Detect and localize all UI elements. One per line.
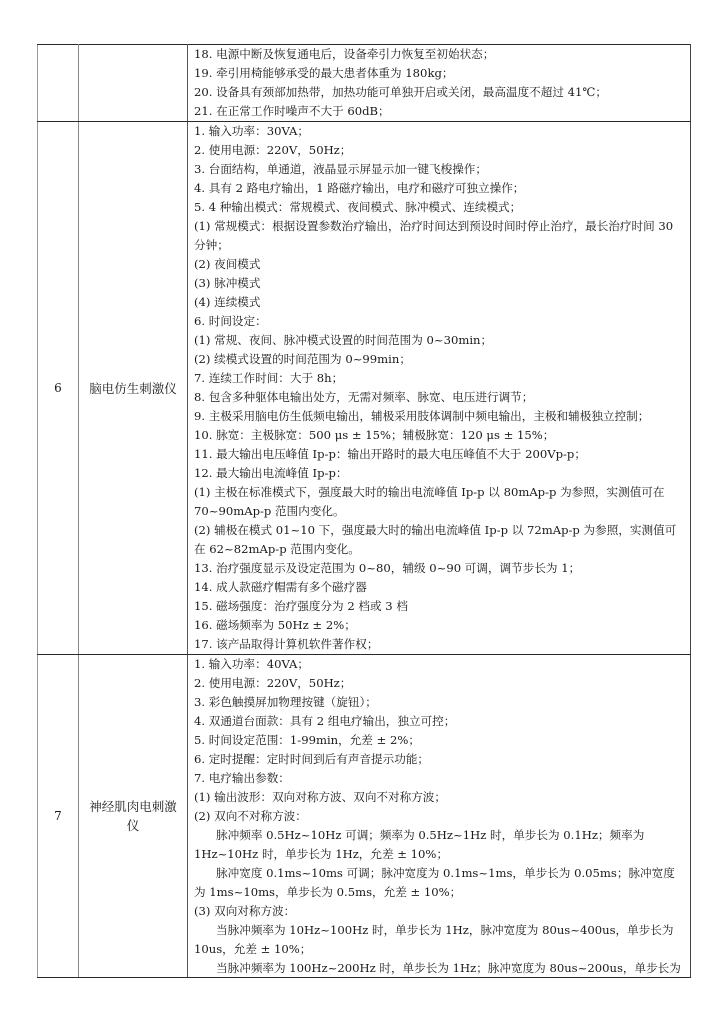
device-name [79, 45, 188, 122]
document-page [37, 44, 691, 978]
spec-line: 18. 电源中断及恢复通电后，设备牵引力恢复至初始状态； [194, 47, 495, 61]
spec-line: 9. 主极采用脑电仿生低频电输出，辅极采用肢体调制中频电输出，主极和辅极独立控制； [194, 409, 650, 423]
spec-line: (1) 输出波形：双向对称方波、双向不对称方波； [194, 790, 446, 804]
spec-line: 16. 磁场频率为 50Hz ± 2%； [194, 618, 356, 632]
spec-line: 8. 包含多种躯体电输出处方，无需对频率、脉宽、电压进行调节； [194, 390, 534, 404]
spec-line: (2) 夜间模式 [194, 257, 261, 271]
device-name: 脑电仿生刺激仪 [79, 122, 188, 655]
spec-line: 6. 定时提醒：定时时间到后有声音提示功能； [194, 752, 430, 766]
spec-line: 5. 4 种输出模式：常规模式、夜间模式、脉冲模式、连续模式； [194, 200, 522, 214]
spec-line: 1. 输入功率：30VA； [194, 124, 310, 138]
row-index: 6 [38, 122, 79, 655]
table-row [38, 45, 691, 122]
spec-line: 20. 设备具有颈部加热带，加热功能可单独开启或关闭，最高温度不超过 41℃； [194, 85, 607, 99]
spec-cell [188, 45, 691, 122]
spec-line: (2) 辅极在模式 01~10 下，强度最大时的输出电流峰值 Ip-p 以 72mAp-p 为参照，实测值可在 62~82mAp-p 范围内变化。 [194, 523, 677, 556]
spec-line: (3) 双向对称方波： [194, 904, 296, 918]
spec-line: 12. 最大输出电流峰值 Ip-p： [194, 466, 348, 480]
spec-line: (4) 连续模式 [194, 295, 261, 309]
row-index [38, 45, 79, 122]
spec-line: (2) 双向不对称方波： [194, 809, 307, 823]
spec-line: 2. 使用电源：220V，50Hz； [194, 676, 352, 690]
spec-line: 7. 电疗输出参数： [194, 771, 290, 785]
spec-cell [188, 655, 691, 978]
device-name: 神经肌肉电刺激仪 [79, 655, 188, 978]
spec-line: 脉冲频率 0.5Hz~10Hz 可调；频率为 0.5Hz~1Hz 时，单步长为 0.1Hz；频率为 1Hz~10Hz 时，单步长为 1Hz，允差 ± 10%； [194, 828, 645, 861]
spec-line: 14. 成人款磁疗帽需有多个磁疗器 [194, 580, 367, 594]
spec-line: 5. 时间设定范围：1-99min，允差 ± 2%； [194, 733, 420, 747]
spec-line: 7. 连续工作时间：大于 8h； [194, 371, 344, 385]
spec-line: (3) 脉冲模式 [194, 276, 261, 290]
row-index: 7 [38, 655, 79, 978]
spec-line: 当脉冲频率为 100Hz~200Hz 时，单步长为 1Hz；脉冲宽度为 80us~200us，单步长为 [216, 961, 681, 975]
spec-wrap [194, 655, 686, 977]
spec-line: 13. 治疗强度显示及设定范围为 0~80，辅级 0~90 可调，调节步长为 1； [194, 561, 581, 575]
spec-line: 10. 脉宽：主极脉宽：500 μs ± 15%；辅极脉宽：120 μs ± 15%； [194, 428, 555, 442]
spec-line: 脉冲宽度 0.1ms~10ms 可调；脉冲宽度为 0.1ms~1ms，单步长为 0.05ms；脉冲宽度为 1ms~10ms，单步长为 0.5ms，允差 ± 10%； [194, 866, 675, 899]
spec-line: 4. 双通道台面款：具有 2 组电疗输出，独立可控； [194, 714, 456, 728]
spec-line: 15. 磁场强度：治疗强度分为 2 档或 3 档 [194, 599, 408, 613]
spec-table [37, 44, 691, 978]
spec-line: 17. 该产品取得计算机软件著作权； [194, 637, 379, 651]
spec-line: 当脉冲频率为 10Hz~100Hz 时，单步长为 1Hz，脉冲宽度为 80us~400us，单步长为 10us，允差 ± 10%； [194, 923, 674, 956]
spec-line: (1) 常规模式：根据设置参数治疗输出，治疗时间达到预设时间时停止治疗，最长治疗时间 30 分钟； [194, 219, 674, 252]
spec-line: 6. 时间设定： [194, 314, 267, 328]
spec-line: (2) 续模式设置的时间范围为 0~99min； [194, 352, 411, 366]
spec-line: 1. 输入功率：40VA； [194, 657, 310, 671]
spec-line: 4. 具有 2 路电疗输出，1 路磁疗输出，电疗和磁疗可独立操作； [194, 181, 525, 195]
spec-line: (1) 常规、夜间、脉冲模式设置的时间范围为 0~30min； [194, 333, 493, 347]
spec-line: 2. 使用电源：220V，50Hz； [194, 143, 352, 157]
table-row [38, 122, 691, 655]
spec-cell [188, 122, 691, 655]
spec-line: 19. 牵引用椅能够承受的最大患者体重为 180kg； [194, 66, 454, 80]
spec-line: 3. 彩色触摸屏加物理按键（旋钮）； [194, 695, 377, 709]
spec-line: 3. 台面结构，单通道，液晶显示屏显示加一键飞梭操作； [194, 162, 487, 176]
spec-line: 11. 最大输出电压峰值 Ip-p：输出开路时的最大电压峰值不大于 200Vp-p； [194, 447, 586, 461]
spec-line: 21. 在正常工作时噪声不大于 60dB； [194, 104, 390, 118]
spec-line: (1) 主极在标准模式下，强度最大时的输出电流峰值 Ip-p 以 80mAp-p 为参照，实测值可在 70~90mAp-p 范围内变化。 [194, 485, 665, 518]
table-row [38, 655, 691, 978]
